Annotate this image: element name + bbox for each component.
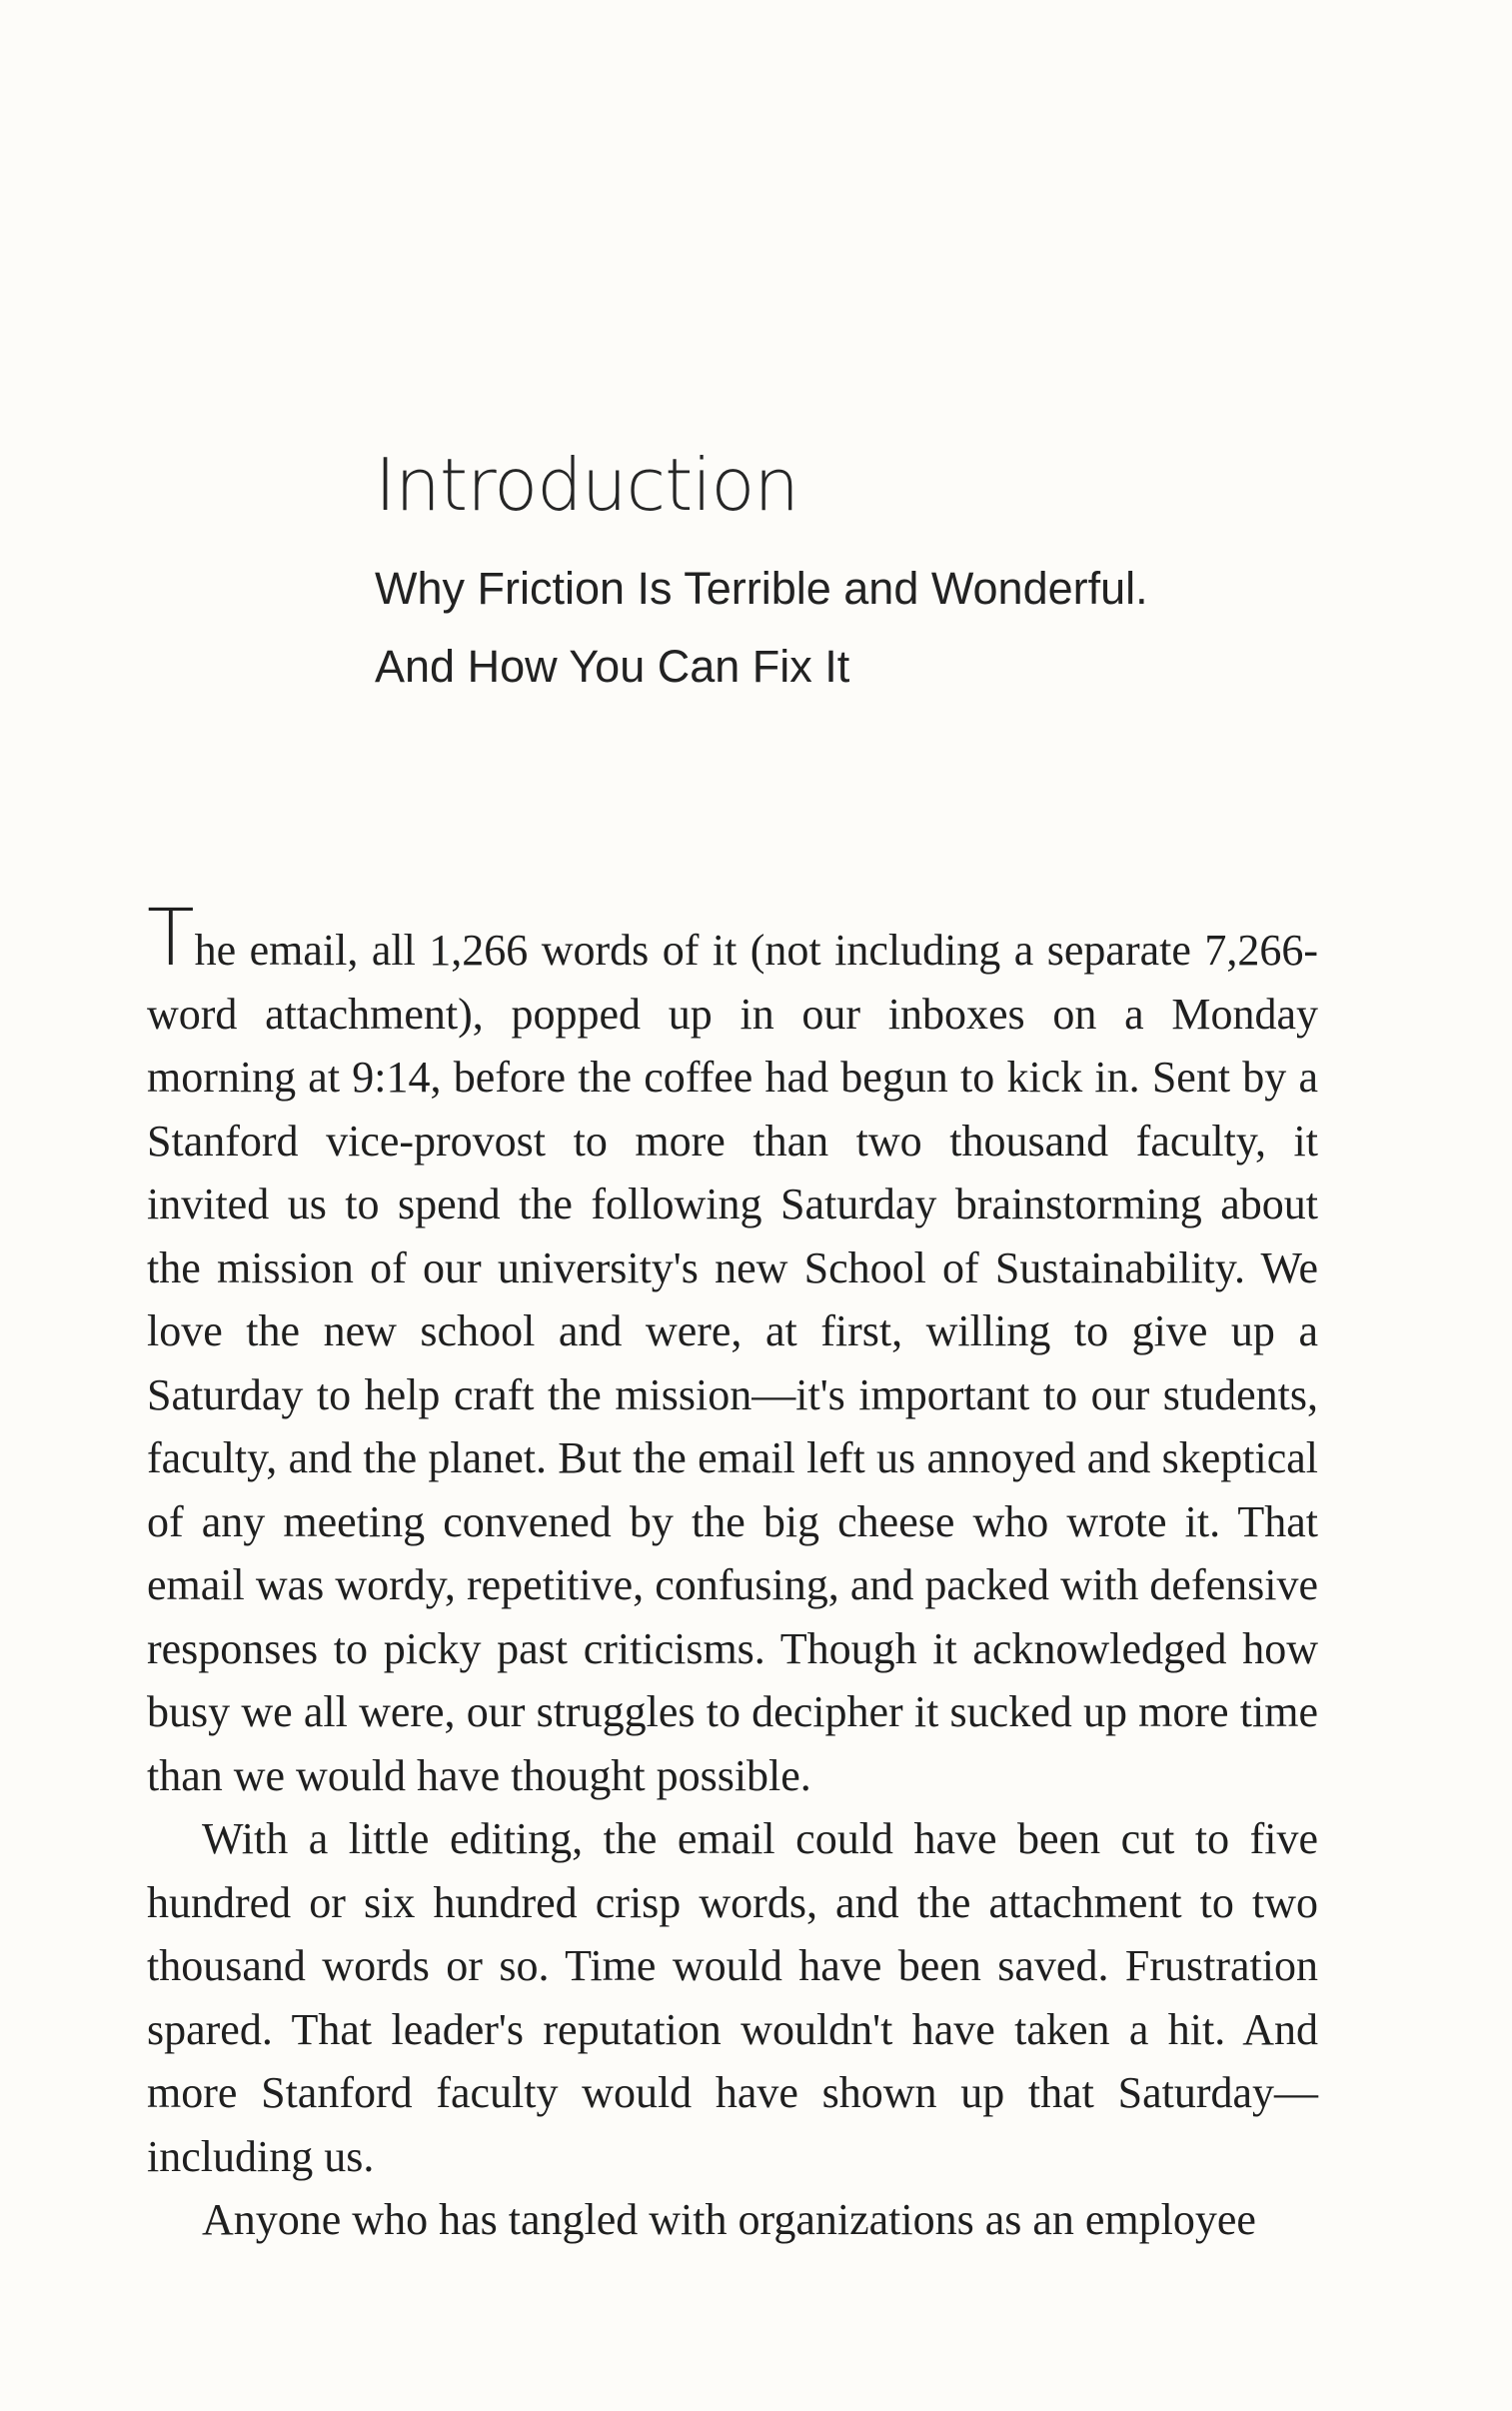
paragraph-3: Anyone who has tangled with organizations as an employee (202, 2195, 1256, 2244)
chapter-subtitle-line-2: And How You Can Fix It (375, 641, 850, 692)
body-text (147, 894, 1318, 2252)
paragraph-1-text: he email, all 1,266 words of it (not including a separate 7,266-word attachment), popped up in our inboxes on a Monday morning at 9:14, before the coffee had begun to kick in. Sent by a Stanford vice-provost to more than two thousand faculty, it invited us to spend the following Saturday brainstorming about the mission of our university's new School of Sustainability. We love the new school and were, at first, willing to give up a Saturday to help craft the mission—it's important to our students, faculty, and the planet. But the email left us annoyed and skeptical of any meeting convened by the big cheese who wrote it. That email was wordy, repetitive, confusing, and packed with defensive responses to picky past criticisms. Though it acknowledged how busy we all were, our struggles to decipher it sucked up more time than we would have thought possible. (147, 926, 1318, 1800)
paragraph-2: With a little editing, the email could have been cut to five hundred or six hundred crisp words, and the attachment to two thousand words or so. Time would have been saved. Frustration spared. That leader's reputation wouldn't have taken a hit. And more Stanford faculty would have shown up that Saturday—including us. (147, 1814, 1318, 2181)
chapter-heading (375, 440, 1374, 706)
paragraph-1 (147, 894, 1318, 1807)
chapter-title: Introduction (375, 443, 799, 527)
chapter-subtitle-line-1: Why Friction Is Terrible and Wonderful. (375, 563, 1148, 614)
chapter-subtitle (375, 550, 1374, 706)
drop-cap: T (147, 894, 195, 984)
